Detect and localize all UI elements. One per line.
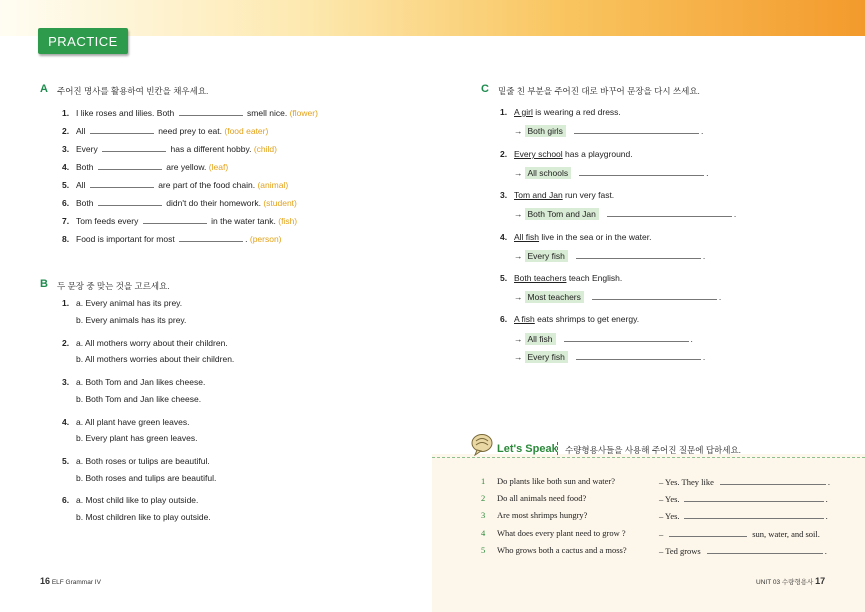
section-b-item-3-b[interactable]: b. Both Tom and Jan like cheese.: [76, 394, 202, 404]
answer-blank[interactable]: [564, 333, 689, 342]
section-c-answer-6a: → All fish .: [514, 334, 693, 344]
answer-blank[interactable]: [179, 107, 243, 116]
section-c-answer-3: → Both Tom and Jan .: [514, 209, 737, 219]
speak-answer-3: – Yes. .: [659, 511, 828, 521]
section-b-item-4-a[interactable]: 4. a. All plant have green leaves.: [62, 417, 190, 427]
answer-blank[interactable]: [720, 476, 826, 485]
speech-bubble-icon: [470, 432, 494, 456]
answer-blank[interactable]: [102, 143, 166, 152]
section-a-item-1: 1. I like roses and lilies. Both smell nice. (flower): [62, 108, 318, 118]
section-b-item-1-a[interactable]: 1. a. Every animal has its prey.: [62, 298, 183, 308]
speak-answer-4: – sun, water, and soil.: [659, 529, 820, 539]
section-a-item-8: 8. Food is important for most . (person): [62, 234, 282, 244]
lets-speak-title: Let's Speak: [497, 443, 558, 455]
speak-answer-5: – Ted grows .: [659, 546, 827, 556]
section-a-item-6: 6. Both didn't do their homework. (student): [62, 198, 297, 208]
speak-question-5: Who grows both a cactus and a moss?: [497, 545, 627, 555]
section-c-item-1: 1. A girl is wearing a red dress.: [500, 107, 621, 117]
section-b-item-5-a[interactable]: 5. a. Both roses or tulips are beautiful.: [62, 456, 210, 466]
answer-blank[interactable]: [607, 208, 732, 217]
section-a-item-7: 7. Tom feeds every in the water tank. (fish): [62, 216, 298, 226]
answer-blank[interactable]: [684, 493, 824, 502]
answer-blank[interactable]: [707, 545, 823, 554]
speak-item-num: 4: [481, 528, 486, 538]
section-b-item-1-b[interactable]: b. Every animals has its prey.: [76, 315, 187, 325]
section-a-item-5: 5. All are part of the food chain. (animal): [62, 180, 289, 190]
answer-blank[interactable]: [576, 250, 701, 259]
section-a-title: 주어진 명사를 활용하여 빈칸을 채우세요.: [57, 86, 209, 96]
footer-right: UNIT 03 수량형용사 17: [756, 576, 826, 586]
section-c-answer-6b: → Every fish .: [514, 352, 706, 362]
speak-item-num: 1: [481, 476, 486, 486]
header-gradient-bar: [0, 0, 865, 36]
section-c-item-4: 4. All fish live in the sea or in the water.: [500, 232, 652, 242]
section-b-item-5-b[interactable]: b. Both roses and tulips are beautiful.: [76, 473, 217, 483]
section-c-answer-2: → All schools .: [514, 168, 709, 178]
answer-blank[interactable]: [143, 215, 207, 224]
section-b-item-2-a[interactable]: 2. a. All mothers worry about their children.: [62, 338, 228, 348]
section-b-title: 두 문장 중 맞는 것을 고르세요.: [57, 281, 170, 291]
lets-speak-separator: [557, 442, 558, 455]
section-c-answer-5: → Most teachers .: [514, 292, 722, 302]
section-c-letter: C: [481, 83, 489, 95]
section-b-item-6-b[interactable]: b. Most children like to play outside.: [76, 512, 211, 522]
section-a-item-4: 4. Both are yellow. (leaf): [62, 162, 229, 172]
section-c-item-2: 2. Every school has a playground.: [500, 149, 633, 159]
speak-question-4: What does every plant need to grow ?: [497, 528, 626, 538]
answer-blank[interactable]: [98, 197, 162, 206]
section-b-item-3-a[interactable]: 3. a. Both Tom and Jan likes cheese.: [62, 377, 206, 387]
footer-left: 16 ELF Grammar IV: [40, 576, 101, 586]
answer-blank[interactable]: [592, 291, 717, 300]
section-a-letter: A: [40, 83, 48, 95]
speak-answer-2: – Yes. .: [659, 494, 828, 504]
section-b-item-4-b[interactable]: b. Every plant has green leaves.: [76, 433, 198, 443]
speak-question-2: Do all animals need food?: [497, 493, 587, 503]
practice-label: PRACTICE: [38, 28, 128, 54]
answer-blank[interactable]: [574, 125, 699, 134]
answer-blank[interactable]: [90, 125, 154, 134]
section-c-item-6: 6. A fish eats shrimps to get energy.: [500, 314, 640, 324]
section-c-answer-1: → Both girls .: [514, 126, 704, 136]
answer-blank[interactable]: [98, 161, 162, 170]
section-c-title: 밑줄 친 부분을 주어진 대로 바꾸어 문장을 다시 쓰세요.: [498, 86, 700, 96]
speak-item-num: 5: [481, 545, 486, 555]
speak-question-1: Do plants like both sun and water?: [497, 476, 616, 486]
speak-item-num: 2: [481, 493, 486, 503]
section-b-item-2-b[interactable]: b. All mothers worries about their children.: [76, 354, 235, 364]
answer-blank[interactable]: [684, 510, 824, 519]
speak-item-num: 3: [481, 510, 486, 520]
answer-blank[interactable]: [179, 233, 243, 242]
section-a-item-2: 2. All need prey to eat. (food eater): [62, 126, 269, 136]
answer-blank[interactable]: [90, 179, 154, 188]
answer-blank[interactable]: [576, 351, 701, 360]
section-b-letter: B: [40, 278, 48, 290]
section-c-item-3: 3. Tom and Jan run very fast.: [500, 190, 615, 200]
section-b-item-6-a[interactable]: 6. a. Most child like to play outside.: [62, 495, 199, 505]
lets-speak-divider: [432, 457, 865, 458]
answer-blank[interactable]: [669, 528, 747, 537]
section-c-answer-4: → Every fish .: [514, 251, 706, 261]
answer-blank[interactable]: [579, 167, 704, 176]
speak-answer-1: – Yes. They like .: [659, 477, 830, 487]
speak-question-3: Are most shrimps hungry?: [497, 510, 588, 520]
section-a-item-3: 3. Every has a different hobby. (child): [62, 144, 277, 154]
lets-speak-instruction: 수량형용사들을 사용해 주어진 질문에 답하세요.: [565, 445, 742, 455]
section-c-item-5: 5. Both teachers teach English.: [500, 273, 623, 283]
